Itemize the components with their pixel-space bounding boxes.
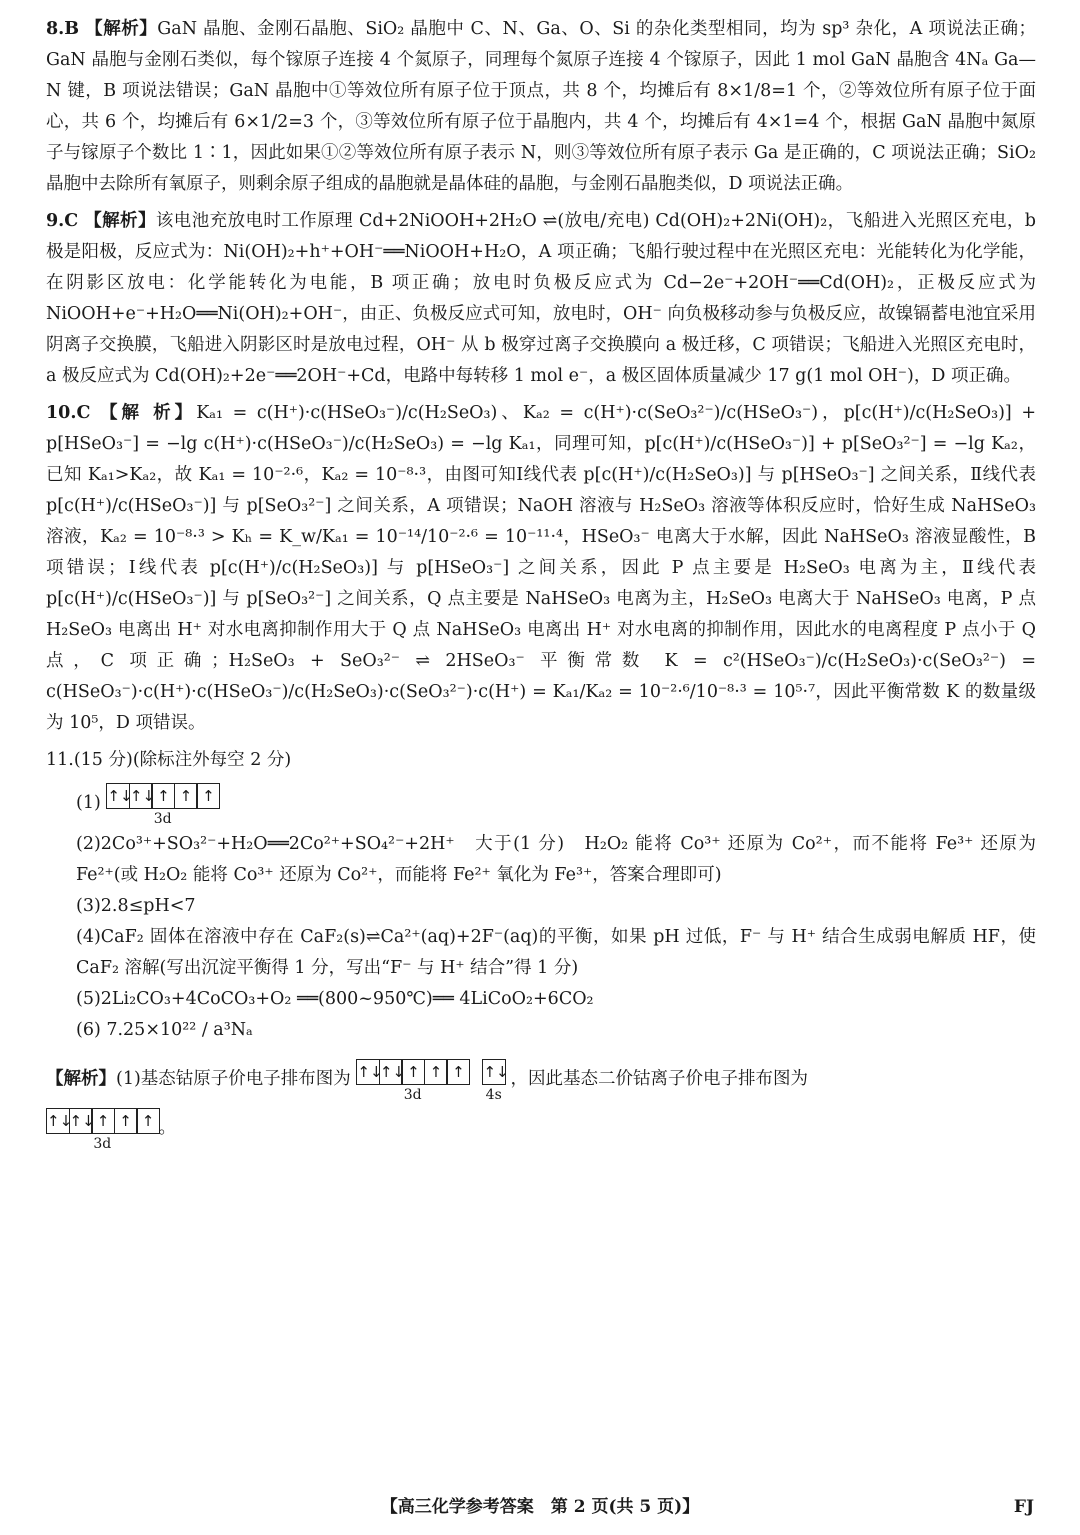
orbital-box: ↑ [174, 783, 198, 809]
orbital-box: ↑ [136, 1108, 160, 1134]
cobalt-3d-diagram [356, 1056, 469, 1103]
orbital-box: ↑ [151, 783, 175, 809]
orbital-box: ↑ [196, 783, 220, 809]
orbital-boxes [482, 1061, 509, 1081]
question-9 [46, 206, 1036, 392]
analysis-text: Kₐ₁ = c(H⁺)·c(HSeO₃⁻)/c(H₂SeO₃)、Kₐ₂ = c(H⁺)·c(SeO₃²⁻)/c(HSeO₃⁻)，p[c(H⁺)/c(H₂SeO₃)] + p[HSeO₃⁻] = −lg c(H⁺)·c(HSeO₃⁻)/c(H₂SeO₃) = −lg Kₐ₁，同理可知，p[c(H⁺)/c(HSeO₃⁻)] + p[SeO₃²⁻] = −lg Kₐ₂，已知 Kₐ₁>Kₐ₂，故 Kₐ₁ = 10⁻²·⁶，Kₐ₂ = 10⁻⁸·³，由图可知Ⅰ线代表 p[c(H⁺)/c(H₂SeO₃)] 与 p[HSeO₃⁻] 之间关系，Ⅱ线代表 p[c(H⁺)/c(HSeO₃⁻)] 与 p[SeO₃²⁻] 之间关系，A 项错误；NaOH 溶液与 H₂SeO₃ 溶液等体积反应时，恰好生成 NaHSeO₃ 溶液，Kₐ₂ = 10⁻⁸·³ > Kₕ = K_w/Kₐ₁ = 10⁻¹⁴/10⁻²·⁶ = 10⁻¹¹·⁴，HSeO₃⁻ 电离大于水解，因此 NaHSeO₃ 溶液显酸性，B 项错误；Ⅰ线代表 p[c(H⁺)/c(H₂SeO₃)] 与 p[HSeO₃⁻] 之间关系，因此 P 点主要是 H₂SeO₃ 电离为主，Ⅱ线代表 p[c(H⁺)/c(HSeO₃⁻)] 与 p[SeO₃²⁻] 之间关系，Q 点主要是 NaHSeO₃ 电离为主，H₂SeO₃ 电离大于 NaHSeO₃ 电离，P 点 H₂SeO₃ 电离出 H⁺ 对水电离抑制作用大于 Q 点 NaHSeO₃ 电离出 H⁺ 对水电离的抑制作用，因此水的电离程度 P 点小于 Q 点，C 项正确；H₂SeO₃ + SeO₃²⁻ ⇌ 2HSeO₃⁻ 平衡常数 K = c²(HSeO₃⁻)/c(H₂SeO₃)·c(SeO₃²⁻) = c(HSeO₃⁻)·c(H⁺)·c(HSeO₃⁻)/c(H₂SeO₃)·c(SeO₃²⁻)·c(H⁺) = Kₐ₁/Kₐ₂ = 10⁻²·⁶/10⁻⁸·³ = 10⁵·⁷，因此平衡常数 K 的数量级为 10⁵，D 项错误。 [46, 403, 1036, 733]
answer-4: (4)CaF₂ 固体在溶液中存在 CaF₂(s)⇌Ca²⁺(aq)+2F⁻(aq)的平衡，如果 pH 过低，F⁻ 与 H⁺ 结合生成弱电解质 HF，使 CaF₂ 溶解(写出沉淀平衡得 1 分，写出“F⁻ 与 H⁺ 结合”得 1 分) [76, 927, 1036, 978]
analysis-tag: 【解析】 [46, 1069, 116, 1089]
orbital-boxes [106, 785, 219, 805]
orbital-box: ↑ [114, 1108, 138, 1134]
orbital-box: ↑↓ [129, 783, 153, 809]
orbital-box: ↑↓ [379, 1059, 403, 1085]
orbital-box: ↑↓ [482, 1059, 506, 1085]
orbital-diagram-3d [106, 780, 219, 827]
answer-6: (6) 7.25×10²² / a³Nₐ [76, 1020, 253, 1040]
page-footer: 【高三化学参考答案 第 2 页(共 5 页)】 [380, 1497, 700, 1517]
analysis-text: 该电池充放电时工作原理 Cd+2NiOOH+2H₂O ⇌(放电/充电) Cd(OH)₂+2Ni(OH)₂，飞船进入光照区充电，b 极是阳极，反应式为：Ni(OH)₂+h⁺+OH⁻══NiOOH+H₂O，A 项正确；飞船行驶过程中在光照区充电：光能转化为化学能，在阴影区放电：化学能转化为电能，B 项正确；放电时负极反应式为 Cd−2e⁻+2OH⁻══Cd(OH)₂，正极反应式为 NiOOH+e⁻+H₂O══Ni(OH)₂+OH⁻，由正、负极反应式可知，放电时，OH⁻ 向负极移动参与负极反应，故镍镉蓄电池宜采用阴离子交换膜，飞船进入阴影区时是放电过程，OH⁻ 从 b 极穿过离子交换膜向 a 极迁移，C 项错误；飞船进入光照区充电时，a 极反应式为 Cd(OH)₂+2e⁻══2OH⁻+Cd，电路中每转移 1 mol e⁻，a 极区固体质量减少 17 g(1 mol OH⁻)，D 项正确。 [46, 211, 1036, 386]
analysis-tag: 【解析】 [85, 19, 158, 39]
answer-letter: C [76, 403, 91, 423]
orbital-label: 3d [153, 811, 172, 827]
orbital-boxes [46, 1110, 159, 1130]
orbital-label: 4s [485, 1087, 502, 1103]
question-8 [46, 14, 1036, 200]
question-number: 10. [46, 403, 77, 423]
orbital-label: 3d [403, 1087, 422, 1103]
answer-2: (2)2Co³⁺+SO₃²⁻+H₂O══2Co²⁺+SO₄²⁻+2H⁺ 大于(1 分) H₂O₂ 能将 Co³⁺ 还原为 Co²⁺，而不能将 Fe³⁺ 还原为 Fe²⁺(或 H₂O₂ 能将 Co³⁺ 还原为 Co²⁺，而能将 Fe²⁺ 氧化为 Fe³⁺，答案合理即可) [76, 834, 1036, 885]
question-number: 9. [46, 211, 65, 231]
answer-5: (5)2Li₂CO₃+4CoCO₃+O₂ ══(800~950℃)══ 4LiCoO₂+6CO₂ [76, 989, 594, 1009]
question-11-header: 11.(15 分)(除标注外每空 2 分) [46, 750, 292, 770]
orbital-box: ↑↓ [106, 783, 130, 809]
analysis-tag: 【解 析】 [99, 403, 197, 423]
cobalt-ion-3d-diagram [46, 1105, 159, 1152]
orbital-boxes [356, 1061, 469, 1081]
analysis-text: ，因此基态二价钴离子价电子排布图为 [510, 1069, 809, 1089]
question-number: 8. [46, 19, 65, 39]
analysis-tag: 【解析】 [84, 211, 156, 231]
analysis-text: 。 [158, 1118, 176, 1138]
orbital-box: ↑↓ [69, 1108, 93, 1134]
answer-3: (3)2.8≤pH<7 [76, 896, 196, 916]
orbital-box: ↑↓ [356, 1059, 380, 1085]
answer-page [46, 14, 1036, 1152]
answer-letter: C [64, 211, 79, 231]
orbital-box: ↑ [424, 1059, 448, 1085]
orbital-box: ↑ [446, 1059, 470, 1085]
orbital-label: 3d [93, 1136, 112, 1152]
cobalt-4s-diagram [482, 1056, 509, 1103]
analysis-11 [46, 1056, 1036, 1103]
answer-letter: B [64, 19, 80, 39]
question-11 [46, 745, 1036, 1152]
orbital-box: ↑↓ [46, 1108, 70, 1134]
analysis-text: (1)基态钴原子价电子排布图为 [116, 1069, 351, 1089]
orbital-box: ↑ [401, 1059, 425, 1085]
orbital-box: ↑ [91, 1108, 115, 1134]
answer-1-label: (1) [76, 793, 101, 813]
footer-code: FJ [1013, 1497, 1034, 1517]
analysis-text: GaN 晶胞、金刚石晶胞、SiO₂ 晶胞中 C、N、Ga、O、Si 的杂化类型相同，均为 sp³ 杂化，A 项说法正确；GaN 晶胞与金刚石类似，每个镓原子连接 4 个氮原子，同理每个氮原子连接 4 个镓原子，因此 1 mol GaN 晶胞含 4Nₐ Ga—N 键，B 项说法错误；GaN 晶胞中①等效位所有原子位于顶点，共 8 个，均摊后有 8×1/8=1 个，②等效位所有原子位于面心，共 6 个，均摊后有 6×1/2=3 个，③等效位所有原子位于晶胞内，共 4 个，均摊后有 4×1=4 个，根据 GaN 晶胞中氮原子与镓原子个数比 1∶1，因此如果①②等效位所有原子表示 N，则③等效位所有原子表示 Ga 是正确的，C 项说法正确；SiO₂ 晶胞中去除所有氧原子，则剩余原子组成的晶胞就是晶体硅的晶胞，与金刚石晶胞类似，D 项说法正确。 [46, 19, 1036, 194]
answer-1 [46, 780, 1036, 827]
analysis-11-cont [46, 1105, 1036, 1152]
question-10 [46, 398, 1036, 739]
